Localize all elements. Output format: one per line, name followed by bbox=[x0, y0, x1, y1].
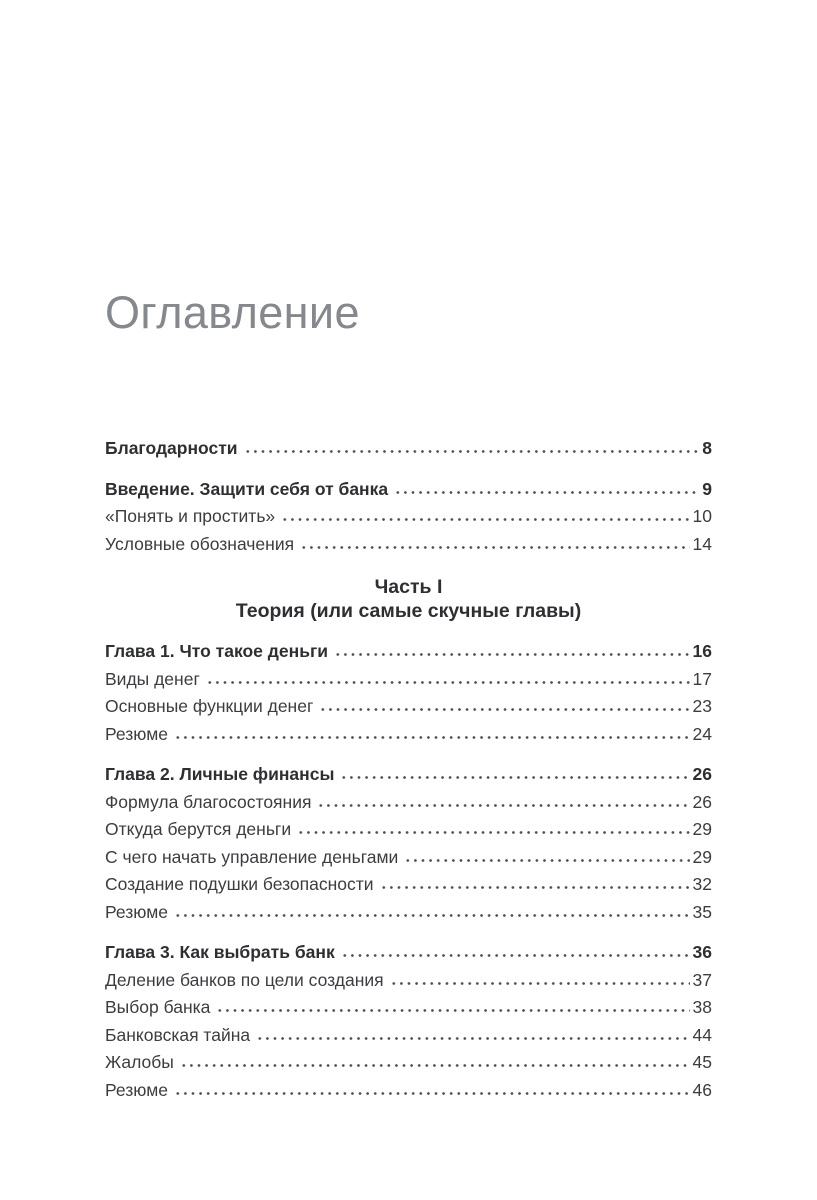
toc-entry-page: 23 bbox=[692, 696, 712, 716]
dot-leader bbox=[334, 652, 690, 657]
toc-entry-label: Условные обозначения bbox=[105, 533, 295, 554]
dot-leader bbox=[180, 1063, 690, 1068]
toc-group-acknowledgements bbox=[105, 435, 712, 463]
toc-entry-label: Виды денег bbox=[105, 668, 200, 689]
dot-leader bbox=[174, 1091, 690, 1096]
dot-leader bbox=[281, 517, 689, 522]
toc-entry-page: 29 bbox=[692, 846, 712, 867]
toc-entry-label: Резюме bbox=[105, 1079, 168, 1100]
toc-entry-page: 9 bbox=[702, 478, 712, 499]
toc-entry-label: Выбор банка bbox=[105, 997, 211, 1017]
toc-entry-label: Деление банков по цели создания bbox=[105, 969, 384, 990]
dot-leader bbox=[390, 981, 690, 986]
toc-entry bbox=[105, 1077, 712, 1105]
toc-group-chapter-3 bbox=[105, 939, 712, 1104]
toc-entry-label: Жалобы bbox=[105, 1052, 174, 1072]
toc-entry-page: 35 bbox=[692, 901, 712, 922]
toc-entry bbox=[105, 721, 712, 749]
toc-entry bbox=[105, 994, 712, 1022]
dot-leader bbox=[174, 735, 690, 740]
toc-entry-label: Введение. Защити себя от банка bbox=[105, 478, 389, 499]
toc-entry-label: Глава 1. Что такое деньги bbox=[105, 641, 328, 661]
toc-entry-label: «Понять и простить» bbox=[105, 506, 276, 526]
toc-entry-label: Формула благосостояния bbox=[105, 791, 312, 812]
toc-entry-label: Основные функции денег bbox=[105, 696, 314, 716]
toc-entry-page: 29 bbox=[692, 819, 712, 839]
part-heading bbox=[105, 575, 712, 623]
dot-leader bbox=[380, 885, 690, 890]
toc-entry-page: 16 bbox=[692, 641, 712, 661]
toc-entry-label: Резюме bbox=[105, 901, 168, 922]
toc-entry bbox=[105, 1022, 712, 1050]
dot-leader bbox=[341, 953, 690, 958]
toc-entry-label: Создание подушки безопасности bbox=[105, 874, 374, 894]
dot-leader bbox=[244, 449, 700, 454]
dot-leader bbox=[394, 490, 699, 495]
page-title: Оглавление bbox=[105, 287, 360, 338]
toc-entry bbox=[105, 531, 712, 559]
toc-entry bbox=[105, 666, 712, 694]
dot-leader bbox=[340, 775, 689, 780]
toc-entry bbox=[105, 789, 712, 817]
toc-entry-page: 17 bbox=[692, 668, 712, 689]
dot-leader bbox=[256, 1036, 689, 1041]
toc-entry-label: Глава 2. Личные финансы bbox=[105, 764, 335, 784]
toc-entry bbox=[105, 967, 712, 995]
toc-entry-page: 14 bbox=[692, 533, 712, 554]
toc-entry bbox=[105, 693, 712, 721]
toc-entry-label: Глава 3. Как выбрать банк bbox=[105, 942, 335, 962]
toc-entry-label: Резюме bbox=[105, 723, 168, 744]
dot-leader bbox=[206, 680, 690, 685]
toc-group-chapter-2 bbox=[105, 761, 712, 926]
toc-entry-page: 24 bbox=[692, 723, 712, 744]
toc-entry bbox=[105, 844, 712, 872]
toc-entry-page: 46 bbox=[692, 1079, 712, 1100]
dot-leader bbox=[300, 545, 689, 550]
toc-entry-page: 10 bbox=[692, 506, 712, 526]
toc-entry bbox=[105, 899, 712, 927]
toc-entry-label: С чего начать управление деньгами bbox=[105, 846, 399, 867]
toc-entry-label: Откуда берутся деньги bbox=[105, 819, 292, 839]
toc-entry bbox=[105, 435, 712, 463]
toc-entry bbox=[105, 638, 712, 666]
toc-entry-page: 26 bbox=[692, 764, 712, 784]
toc-entry-page: 8 bbox=[702, 438, 712, 458]
toc-entry bbox=[105, 761, 712, 789]
toc-entry-page: 44 bbox=[692, 1024, 712, 1045]
dot-leader bbox=[174, 913, 690, 918]
toc-entry-page: 38 bbox=[692, 997, 712, 1017]
dot-leader bbox=[216, 1008, 689, 1013]
toc-group-chapter-1 bbox=[105, 638, 712, 748]
dot-leader bbox=[317, 803, 689, 808]
toc-group-introduction bbox=[105, 476, 712, 559]
toc-entry-page: 36 bbox=[692, 942, 712, 962]
dot-leader bbox=[404, 858, 689, 863]
part-title: Теория (или самые скучные главы) bbox=[235, 600, 582, 622]
toc-entry-page: 32 bbox=[692, 874, 712, 894]
toc-entry-label: Банковская тайна bbox=[105, 1024, 251, 1045]
toc-entry-page: 37 bbox=[692, 969, 712, 990]
toc-entry-page: 26 bbox=[692, 791, 712, 812]
part-number: Часть I bbox=[374, 576, 443, 598]
page-content bbox=[105, 0, 712, 1104]
toc-entry bbox=[105, 939, 712, 967]
toc-entry bbox=[105, 476, 712, 504]
dot-leader bbox=[297, 830, 689, 835]
table-of-contents bbox=[105, 435, 712, 1104]
toc-entry bbox=[105, 871, 712, 899]
toc-entry bbox=[105, 1049, 712, 1077]
toc-entry bbox=[105, 816, 712, 844]
toc-entry-label: Благодарности bbox=[105, 438, 238, 458]
toc-entry-page: 45 bbox=[692, 1052, 712, 1072]
dot-leader bbox=[319, 707, 689, 712]
toc-entry bbox=[105, 503, 712, 531]
